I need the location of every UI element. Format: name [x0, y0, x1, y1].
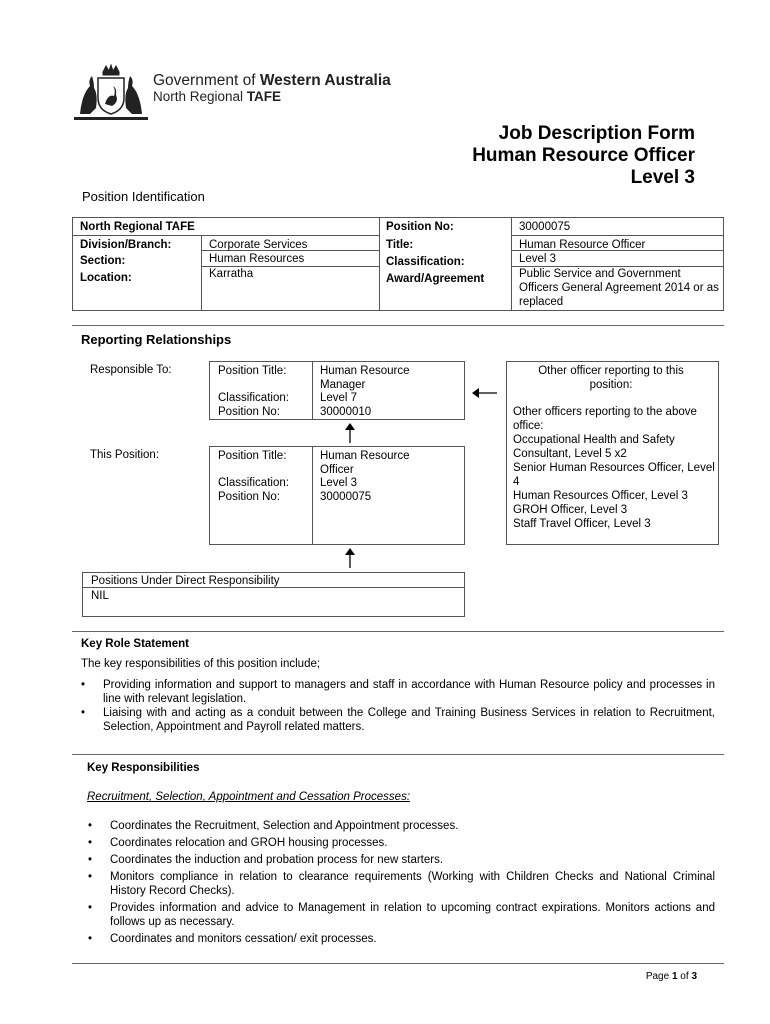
manager-class-label: Classification:: [218, 392, 289, 404]
list-item: • Coordinates the Recruitment, Selection and Appointment processes.: [86, 819, 715, 833]
direct-responsibility-label: Positions Under Direct Responsibility: [91, 575, 280, 587]
arrow-left-icon: [472, 386, 498, 405]
division-label: Division/Branch:: [80, 239, 172, 251]
other-officer-item: Human Resources Officer, Level 3: [513, 490, 688, 502]
organisation-name: North Regional TAFE: [153, 89, 282, 104]
direct-responsibility-value: NIL: [91, 590, 109, 602]
arrow-up-icon: [343, 547, 357, 574]
this-pos-title-label: Position Title:: [218, 450, 287, 462]
award-value: Public Service and Government Officers General Agreement 2014 or as replaced: [519, 268, 719, 308]
responsible-to-label: Responsible To:: [90, 364, 172, 376]
other-officer-item: GROH Officer, Level 3: [513, 504, 628, 516]
title-value: Human Resource Officer: [519, 239, 646, 251]
direct-responsibility-box: [82, 572, 465, 617]
position-identification-heading: Position Identification: [82, 189, 205, 204]
list-item: • Coordinates and monitors cessation/ exit processes.: [86, 932, 715, 946]
manager-class-value: Level 7: [320, 392, 358, 404]
manager-position-box: [209, 361, 465, 420]
classification-label: Classification:: [386, 256, 465, 268]
location-value: Karratha: [209, 268, 254, 280]
responsibilities-subheading: Recruitment, Selection, Appointment and Cessation Processes:: [87, 791, 411, 803]
this-pos-no-value: 30000075: [320, 491, 372, 503]
location-label: Location:: [80, 272, 132, 284]
key-responsibilities-heading: Key Responsibilities: [87, 762, 200, 774]
title-label: Title:: [386, 239, 414, 251]
this-class-label: Classification:: [218, 477, 289, 489]
list-item: • Monitors compliance in relation to clearance requirements (Working with Children Checks and National Criminal History Record Checks).: [86, 870, 715, 898]
key-role-list: [79, 678, 715, 734]
classification-value: Level 3: [519, 253, 557, 265]
reporting-heading: Reporting Relationships: [81, 332, 232, 347]
section-value: Human Resources: [209, 253, 305, 265]
other-officers-intro: Other officers reporting to the above office:: [513, 406, 697, 432]
this-position-box: [209, 446, 465, 545]
list-item: • Liaising with and acting as a conduit between the College and Training Business Services in relation to Recruitment, Selection, Appointment and Payroll related matters.: [79, 706, 715, 734]
manager-pos-no-value: 30000010: [320, 406, 372, 418]
wa-crest-icon: [72, 64, 150, 124]
other-officers-list: [513, 433, 718, 531]
other-officers-box: [506, 361, 719, 545]
manager-pos-title-label: Position Title:: [218, 365, 287, 377]
position-no-value: 30000075: [519, 221, 571, 233]
arrow-up-icon: [343, 422, 357, 449]
document-title: [472, 123, 695, 189]
manager-pos-title-value: Human Resource Manager: [320, 365, 410, 391]
manager-pos-no-label: Position No:: [218, 406, 281, 418]
list-item: • Coordinates relocation and GROH housing processes.: [86, 836, 715, 850]
other-officer-item: Senior Human Resources Officer, Level 4: [513, 462, 715, 488]
other-officer-item: Occupational Health and Safety Consultant, Level 5 x2: [513, 434, 675, 460]
other-officer-item: Staff Travel Officer, Level 3: [513, 518, 651, 530]
list-item: • Provides information and advice to Management in relation to upcoming contract expirations. Monitors actions and follows up as necessary.: [86, 901, 715, 929]
other-officer-heading: Other officer reporting to this position:: [538, 365, 684, 391]
title-line-1: Job Description Form: [498, 123, 695, 144]
section-label: Section:: [80, 255, 126, 267]
divider: [72, 631, 724, 632]
footer-divider: [72, 963, 724, 964]
org-name: North Regional TAFE: [80, 221, 195, 233]
page-number: Page 1 of 3: [645, 971, 697, 982]
list-item: • Providing information and support to managers and staff in accordance with Human Resource policy and processes in line with relevant legislation.: [79, 678, 715, 706]
this-pos-title-value: Human Resource Officer: [320, 450, 410, 476]
divider: [72, 325, 724, 326]
key-responsibilities-list: [86, 819, 715, 946]
key-role-heading: Key Role Statement: [81, 638, 190, 650]
division-value: Corporate Services: [209, 239, 308, 251]
key-role-intro: The key responsibilities of this position include;: [81, 658, 321, 670]
list-item: • Coordinates the induction and probation process for new starters.: [86, 853, 715, 867]
government-name: Government of Western Australia: [153, 72, 391, 89]
award-label: Award/Agreement: [386, 273, 485, 285]
title-line-2: Human Resource Officer: [472, 145, 695, 166]
this-position-label: This Position:: [90, 449, 160, 461]
divider: [72, 754, 724, 755]
title-line-3: Level 3: [630, 167, 695, 188]
position-identification-table: [72, 217, 724, 311]
position-no-label: Position No:: [386, 221, 454, 233]
this-pos-no-label: Position No:: [218, 491, 281, 503]
this-class-value: Level 3: [320, 477, 358, 489]
